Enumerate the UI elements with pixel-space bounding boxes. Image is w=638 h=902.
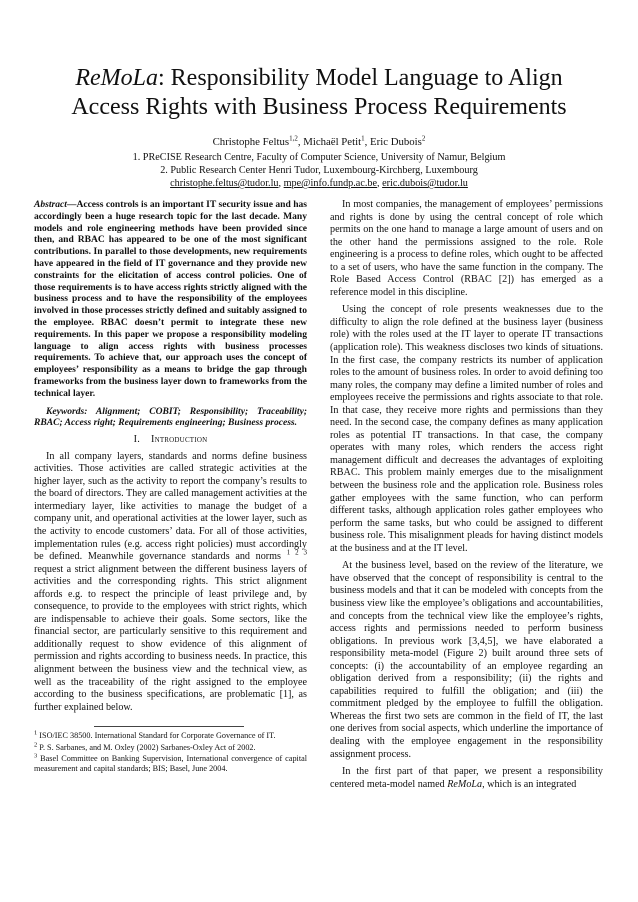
abstract-body: —Access controls is an important IT security issue and has accordingly been a huge research topic for the last decade. Many models and role engineering methods have been provided since then, and RBAC has appeared to be one of the most significant contributions. In parallel to those developments, new requirements have appeared in the field of IT governance and they provide new constraints for the elicitation of access control policies. One of those requirements is to have access rights strictly aligned with the business process and to have the responsibility of the employees involved in those processes strictly defined and suitably assigned to the employee. RBAC doesn’t permit to integrate these new requirements. In this paper we propose a responsibility modeling language to align access rights with business processes requirements. To achieve that, our approach uses the concept of employees’ responsibility as a means to bridge the gap through frameworks from the business layer down to frameworks from the technical layer. [34,199,307,399]
left-column [34,199,307,776]
email-line [0,178,638,191]
intro-text-a: In all company layers, standards and norms define business activities. Those activities are called strategic activities at the higher layer, such as the activity to report the company’s results to the board of directors. They are called management activities at the intermediary layer, like activities to manage the budget of a company unit, and operational activities at the lower layer, such as the activity to encode customers’ data. For all of those activities, implementation rules (e.g. access right policies) must accordingly be defined. Meanwhile governance standards and norms [34,450,307,563]
abstract-label: Abstract [34,199,67,210]
author-name: , Eric Dubois [364,136,422,148]
body-paragraph-weaknesses: Using the concept of role presents weaknesses due to the difficulty to align the role defined at the business layer (business role) with the roles used at the IT layer to operate IT transactions (application role). This weakness discloses two kinds of situations. In the first case, the company restricts its number of application roles to the amount of business roles. In order to avoid defining too many roles, the company may define a limited number of roles and employees receive the permissions and rights associate to that role. In that case, they receive more rights and permissions than they need. In the second case, the company defines as many application roles as potential IT transactions. In that case, the company operates with many roles, which renders the access right management difficult and decreases the advantages of exploiting RBAC. This problem mainly emerges due to the misalignment between the business role and the application role. Business roles gather employees with the same function, who can perform different tasks, although application roles gather employees who perform the same tasks, but who could be assigned to different business role. This misalignment pleads for having distinct models at the business and at the IT level. [330,304,603,554]
body-text: , which is an integrated [482,778,577,790]
author-affiliation-mark: 1,2 [289,134,298,143]
body-text: In the first part of that paper, we present a responsibility centered meta-model named [330,766,603,790]
author-name: Christophe Feltus [212,136,290,148]
footnote-number: 1 [34,729,38,737]
footnote-text: ISO/IEC 38500. International Standard for Corporate Governance of IT. [37,731,276,741]
footnote-text: Basel Committee on Banking Supervision, International convergence of capital measurement and capital standards; BIS; Basel, June 2004. [34,753,307,774]
intro-paragraph-1 [34,451,307,714]
footnote-number: 3 [34,752,38,760]
paper-title [40,64,598,122]
remola-term: ReMoLa [447,778,483,790]
body-paragraph-roles: In most companies, the management of employees’ permissions and rights is done by using the central concept of role which permits on the one hand to manage a large amount of users and on the other hand the permissions assigned to the role. Role engineering is a process to define roles, which ought to be affected to a set of users, who have the same function in the company. The Role Based Access Control (RBAC [2]) has emerged as a reference model in this discipline. [330,199,603,298]
title-acronym: ReMoLa [75,65,158,91]
footnote-refs: 1 2 3 [286,548,308,557]
email-link-feltus[interactable]: christophe.feltus@tudor.lu [170,178,279,189]
affiliation-1: 1. PReCISE Research Centre, Faculty of Computer Science, University of Namur, Belgium [132,152,506,163]
author-name: , Michaël Petit [297,136,362,148]
section-heading-introduction [34,434,307,447]
abstract [34,199,307,400]
body-paragraph-business-level: At the business level, based on the review of the literature, we have observed that the concept of responsibility is central to the business models and that it can be modeled with concepts from the business view like the employee’s obligations and accountabilities, and concepts from the technical view like the employee’s rights, access rights and permissions needed to perform business obligations. In previous work [3,4,5], we have elaborated a responsibility meta-model (Figure 2) built around three sets of concepts: (i) the accountability of an employee regarding an obligation derived from a responsibility; (ii) the rights and capabilities required to fulfill the obligation; and (iii) the commitment pledged by the employee to fulfill the obligation. Whereas the first two sets are common in the field of IT, the last one derives from social aspects, which underline the importance of dealing with the employee engagement in the responsibility assignment process. [330,560,603,760]
footnote-3 [34,754,307,775]
footnote-2 [34,740,307,753]
author-affiliation-mark: 1 [361,134,365,143]
section-title: Introduction [150,434,208,446]
footnote-divider [94,726,244,727]
footnote-number: 2 [34,740,38,748]
email-link-dubois[interactable]: eric.dubois@tudor.lu [382,178,468,189]
email-link-petit[interactable]: mpe@info.fundp.ac.be [283,178,378,189]
footnote-1 [34,731,307,741]
section-number: I. [133,434,140,446]
email-separator: , [377,178,383,189]
footnote-text: P. S. Sarbanes, and M. Oxley (2002) Sarbanes-Oxley Act of 2002. [37,742,256,752]
author-affiliation-mark: 2 [421,134,426,143]
body-paragraph-remola [330,766,603,791]
right-column [330,199,603,791]
author-list [0,135,638,149]
affiliation-2: 2. Public Research Center Henri Tudor, Luxembourg-Kirchberg, Luxembourg [160,165,478,176]
title-text: : Responsibility Model Language to Align Access Rights with Business Process Requirements [71,65,567,120]
email-separator: , [278,178,284,189]
intro-text-b: request a strict alignment between the different business layers of activities and the corresponding rights. This strict alignment affords e.g. to respect the principle of least privilege and, by consequence, to provide to the employees with strict rights, which are indispensable to achieve their goals. Some sectors, like the financial sector, are particularly sensitive to this requirement and additionally request to show evidence of this alignment of permission and rights according to business needs. In practice, this alignment between the business view and the technical view, as well as the traceability of the right assigned to the employee according to the business specifications, are problematic [1], as further explained below. [34,563,307,713]
keywords: Keywords: Alignment; COBIT; Responsibility; Traceability; RBAC; Access right; Requirements engineering; Business process. [34,405,307,429]
